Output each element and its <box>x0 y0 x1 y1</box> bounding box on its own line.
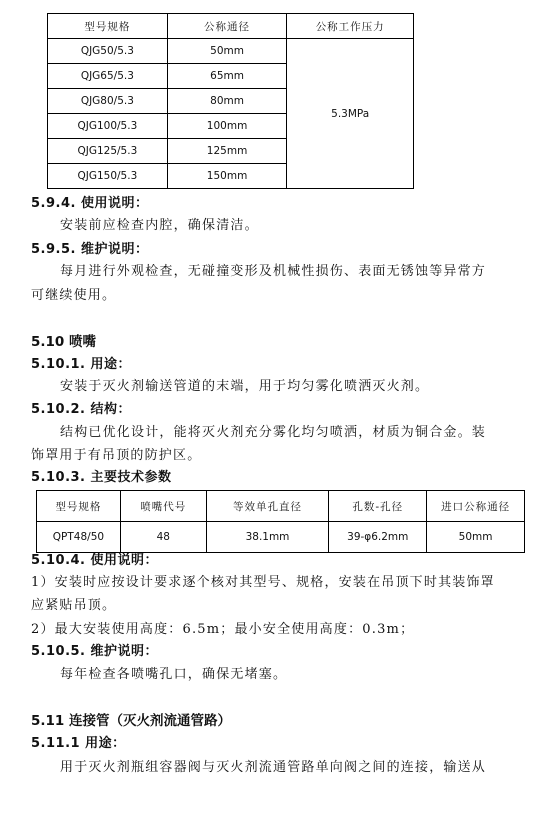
paragraph-line: 2）最大安装使用高度：6.5m；最小安全使用高度：0.3m； <box>31 622 415 637</box>
paragraph-line: 安装于灭火剂输送管道的末端，用于均匀雾化喷洒灭火剂。 <box>60 379 430 394</box>
model-cell: QJG150/5.3 <box>48 164 168 189</box>
table-header-cell: 公称通径 <box>167 14 287 39</box>
table-cell: 48 <box>120 522 206 553</box>
section-heading-5-11: 5.11 连接管（灭火剂流通管路） <box>31 713 232 729</box>
table-header-row <box>37 491 525 522</box>
model-cell: QJG50/5.3 <box>48 39 168 64</box>
section-heading-5-9-4: 5.9.4. 使用说明： <box>31 196 149 211</box>
section-heading-5-10-3: 5.10.3. 主要技术参数 <box>31 470 172 485</box>
diameter-cell: 100mm <box>167 114 287 139</box>
paragraph-line: 1）安装时应按设计要求逐个核对其型号、规格，安装在吊顶下时其装饰罩 <box>31 575 495 590</box>
paragraph-line: 可继续使用。 <box>31 288 117 303</box>
section-heading-5-10-2: 5.10.2. 结构： <box>31 402 132 417</box>
table-cell: 38.1mm <box>206 522 329 553</box>
diameter-cell: 65mm <box>167 64 287 89</box>
table-header-row <box>48 14 414 39</box>
table-header-cell: 喷嘴代号 <box>120 491 206 522</box>
paragraph-line: 应紧贴吊顶。 <box>31 598 117 613</box>
table-header-cell: 孔数-孔径 <box>329 491 427 522</box>
paragraph-line: 饰罩用于有吊顶的防护区。 <box>31 448 202 463</box>
table-cell: 39-φ6.2mm <box>329 522 427 553</box>
section-heading-5-11-1: 5.11.1 用途： <box>31 736 126 751</box>
table-header-cell: 等效单孔直径 <box>206 491 329 522</box>
nozzle-spec-table <box>36 490 525 553</box>
paragraph-line: 每月进行外观检查，无碰撞变形及机械性损伤、表面无锈蚀等异常方 <box>60 264 487 279</box>
section-heading-5-10-4: 5.10.4. 使用说明： <box>31 553 159 568</box>
table-row <box>48 39 414 64</box>
section-heading-5-9-5: 5.9.5. 维护说明： <box>31 242 149 257</box>
table-header-cell: 型号规格 <box>48 14 168 39</box>
model-cell: QJG125/5.3 <box>48 139 168 164</box>
diameter-cell: 80mm <box>167 89 287 114</box>
section-heading-5-10-1: 5.10.1. 用途： <box>31 357 132 372</box>
table-header-cell: 公称工作压力 <box>287 14 414 39</box>
model-cell: QJG65/5.3 <box>48 64 168 89</box>
paragraph-line: 用于灭火剂瓶组容器阀与灭火剂流通管路单向阀之间的连接，输送从 <box>60 760 487 775</box>
model-cell: QJG100/5.3 <box>48 114 168 139</box>
section-heading-5-10-5: 5.10.5. 维护说明： <box>31 644 159 659</box>
section-heading-5-10: 5.10 喷嘴 <box>31 334 97 350</box>
pressure-cell: 5.3MPa <box>287 39 414 189</box>
table-row <box>37 522 525 553</box>
valve-spec-table <box>47 13 414 189</box>
paragraph-line: 安装前应检查内腔，确保清洁。 <box>60 218 259 233</box>
table-cell: QPT48/50 <box>37 522 121 553</box>
diameter-cell: 150mm <box>167 164 287 189</box>
model-cell: QJG80/5.3 <box>48 89 168 114</box>
paragraph-line: 每年检查各喷嘴孔口，确保无堵塞。 <box>60 667 288 682</box>
diameter-cell: 125mm <box>167 139 287 164</box>
table-cell: 50mm <box>427 522 525 553</box>
table-header-cell: 进口公称通径 <box>427 491 525 522</box>
paragraph-line: 结构已优化设计，能将灭火剂充分雾化均匀喷洒，材质为铜合金。装 <box>60 425 487 440</box>
diameter-cell: 50mm <box>167 39 287 64</box>
table-header-cell: 型号规格 <box>37 491 121 522</box>
